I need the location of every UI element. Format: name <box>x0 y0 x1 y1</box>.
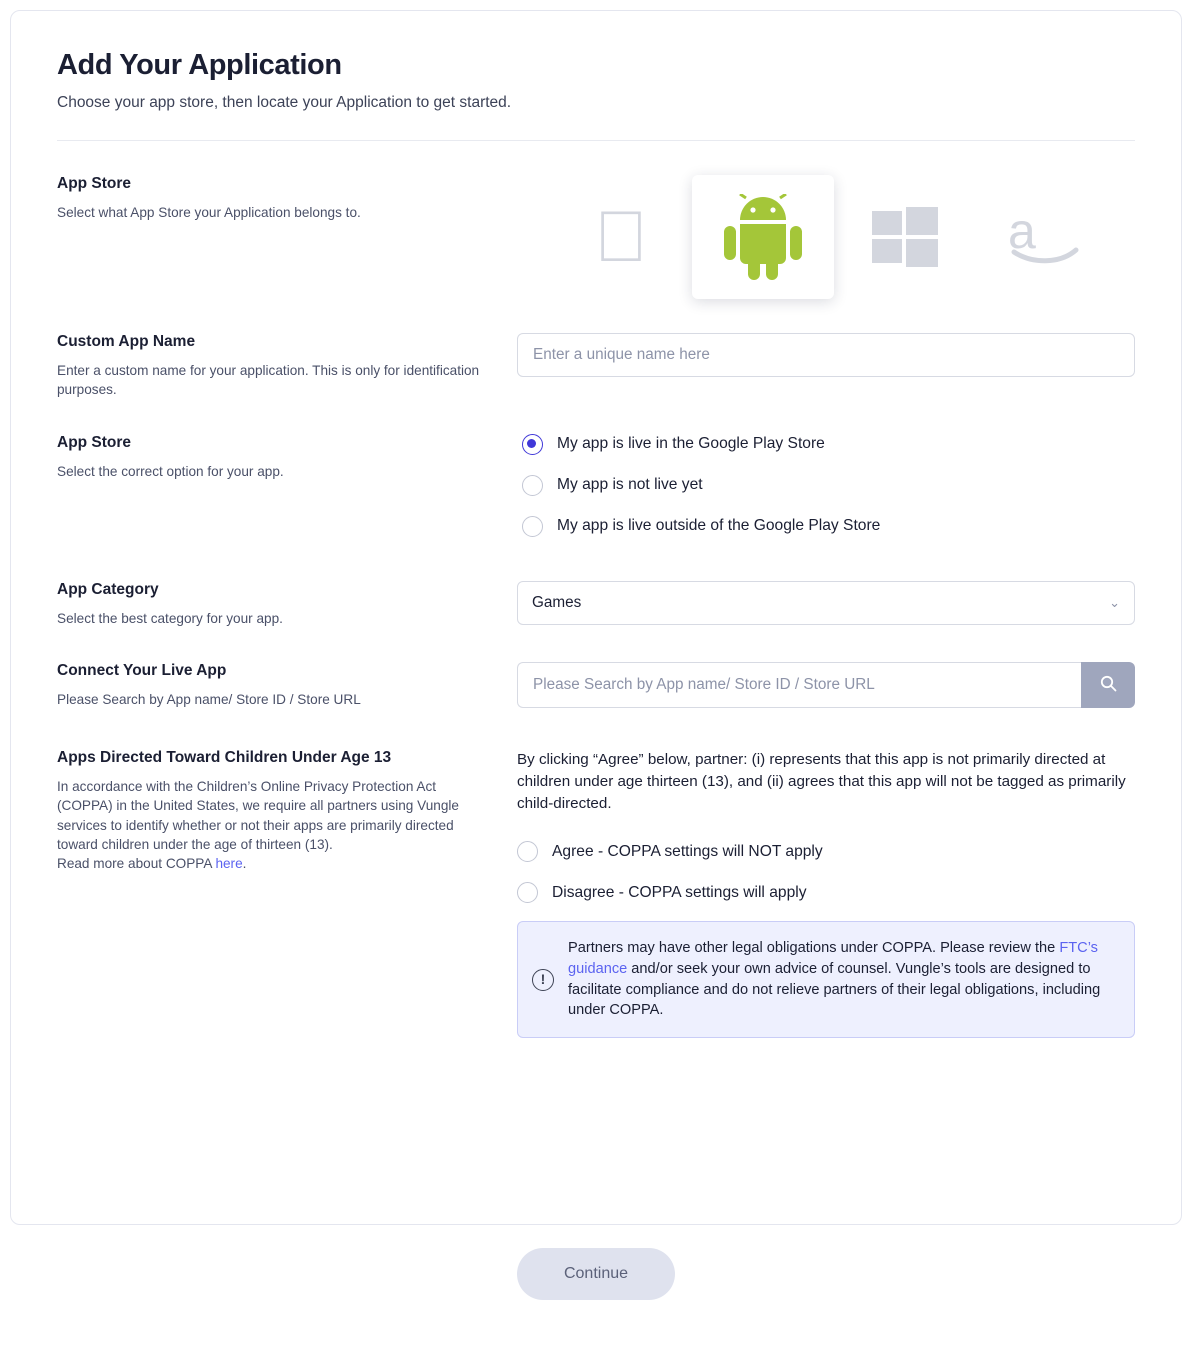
app-store-selection-row <box>57 175 1135 299</box>
notice-part-1: Partners may have other legal obligations under COPPA. Please review the <box>568 940 1060 957</box>
android-icon <box>724 194 802 280</box>
notice-part-2: and/or seek your own advice of counsel. Vungle’s tools are designed to facilitate compliance and do not relieve partners of their legal obligations, including under COPPA. <box>568 961 1101 1019</box>
custom-app-name-description: Enter a custom name for your application. This is only for identification purposes. <box>57 363 480 398</box>
store-tile-amazon[interactable] <box>976 175 1118 299</box>
coppa-read-more-link[interactable]: here <box>215 856 243 872</box>
app-category-row <box>57 581 1135 628</box>
app-search-group <box>517 662 1135 708</box>
page-title: Add Your Application <box>57 49 342 81</box>
amazon-icon <box>1006 204 1088 271</box>
page-subtitle: Choose your app store, then locate your Application to get started. <box>57 94 512 111</box>
radio-button[interactable] <box>522 516 543 537</box>
radio-label: My app is live in the Google Play Store <box>557 435 825 453</box>
app-store-status-description: Select the correct option for your app. <box>57 463 284 479</box>
coppa-description <box>57 777 493 873</box>
continue-button[interactable]: Continue <box>517 1248 675 1300</box>
custom-app-name-row <box>57 333 1135 400</box>
coppa-readmore-prefix: Read more about COPPA <box>57 856 216 872</box>
radio-option-coppa-agree[interactable] <box>517 841 1135 862</box>
radio-label: My app is not live yet <box>557 476 703 494</box>
radio-button[interactable] <box>522 475 543 496</box>
connect-live-app-row <box>57 662 1135 709</box>
app-store-status-label: App Store <box>57 433 132 451</box>
radio-label: My app is live outside of the Google Play Store <box>557 517 881 535</box>
store-tile-google-play[interactable] <box>692 175 834 299</box>
chevron-down-icon: ⌄ <box>1109 594 1120 610</box>
search-icon <box>1100 675 1117 695</box>
add-application-card <box>10 10 1182 1225</box>
radio-button[interactable] <box>517 841 538 862</box>
radio-option-live-outside-play-store[interactable] <box>522 516 1135 537</box>
store-tile-apple[interactable] <box>550 175 692 299</box>
app-search-input[interactable] <box>517 662 1081 708</box>
custom-app-name-label: Custom App Name <box>57 333 196 350</box>
svg-text:a: a <box>1008 203 1036 259</box>
coppa-description-text: In accordance with the Children’s Online Privacy Protection Act (COPPA) in the United States, we require all partners using Vungle services to identify whether or not their apps are primarily directed toward children under the age of thirteen (13). <box>57 779 459 853</box>
store-tile-windows[interactable] <box>834 175 976 299</box>
radio-button[interactable] <box>517 882 538 903</box>
coppa-label: Apps Directed Toward Children Under Age 13 <box>57 749 392 767</box>
radio-label: Agree - COPPA settings will NOT apply <box>552 842 823 860</box>
app-store-description: Select what App Store your Application belongs to. <box>57 205 361 220</box>
app-store-status-row <box>57 434 1135 557</box>
app-category-description: Select the best category for your app. <box>57 610 283 626</box>
coppa-row <box>57 749 1135 1038</box>
custom-app-name-input[interactable] <box>517 333 1135 377</box>
coppa-notice <box>517 921 1135 1038</box>
exclamation-icon: ! <box>532 969 554 991</box>
windows-icon <box>872 205 938 269</box>
app-category-selected-value: Games <box>532 593 582 611</box>
radio-button[interactable] <box>522 434 543 455</box>
app-category-label: App Category <box>57 580 159 598</box>
app-search-button[interactable] <box>1081 662 1135 708</box>
radio-label: Disagree - COPPA settings will apply <box>552 883 807 901</box>
app-store-label: App Store <box>57 175 132 192</box>
ftc-guidance-link[interactable]: FTC’s guidance <box>568 940 1098 977</box>
apple-icon <box>594 201 648 273</box>
coppa-readmore-suffix: . <box>242 856 247 872</box>
coppa-notice-text <box>568 938 1118 1021</box>
connect-live-app-description: Please Search by App name/ Store ID / Store URL <box>57 691 361 707</box>
footer <box>0 1248 1192 1300</box>
store-tiles <box>550 175 1135 299</box>
connect-live-app-label: Connect Your Live App <box>57 661 227 679</box>
app-category-select[interactable] <box>517 581 1135 625</box>
radio-option-live-in-play-store[interactable] <box>522 434 1135 455</box>
header-divider <box>57 140 1135 141</box>
radio-option-not-live-yet[interactable] <box>522 475 1135 496</box>
radio-option-coppa-disagree[interactable] <box>517 882 1135 903</box>
coppa-agreement-text: By clicking “Agree” below, partner: (i) represents that this app is not primarily directed at children under age thirteen (13), and (ii) agrees that this app will not be tagged as primarily child-directed. <box>517 751 1126 813</box>
